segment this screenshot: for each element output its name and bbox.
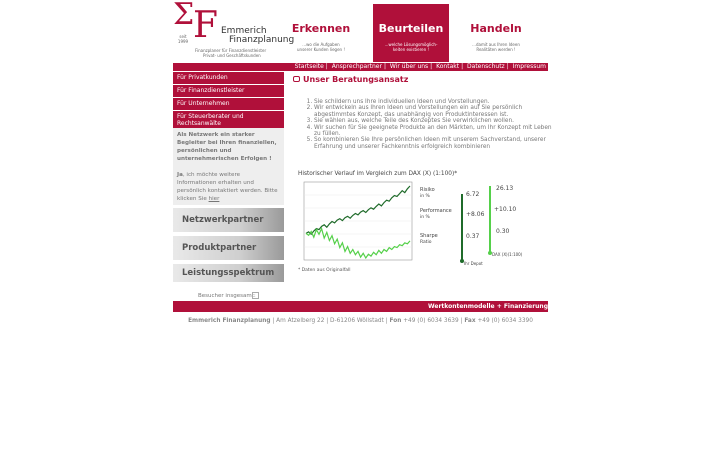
banner-leistungsspektrum[interactable]: Leistungsspektrum xyxy=(173,264,284,282)
visitor-counter-image xyxy=(252,292,259,299)
metric-unit: in % xyxy=(420,215,430,220)
header-tab-subtitle: keiten existieren ! xyxy=(392,47,430,52)
list-item: 1. Sie schildern uns Ihre individuellen Ideen und Vorstellungen. xyxy=(314,99,554,105)
metric-label: Sharpe xyxy=(420,233,438,239)
footer-fon-label: Fon xyxy=(389,318,402,324)
header-tab-subtitle: ...welche Lösungsmöglich- xyxy=(384,42,438,47)
header-tab-subtitle: ...damit aus Ihren Ideen xyxy=(472,42,520,47)
sidebar-item-unternehmen[interactable]: Für Unternehmen xyxy=(173,98,284,110)
sidebar xyxy=(173,72,284,130)
sidebar-item-finanzdienstleister[interactable]: Für Finanzdienstleister xyxy=(173,85,284,97)
logo-tagline: Privat- und Geschäftskunden xyxy=(203,53,261,58)
dax-sharpe: 0.30 xyxy=(496,228,510,235)
logo-since: seit 1999 xyxy=(177,34,189,44)
depot-performance: +8.06 xyxy=(466,211,485,218)
sidebar-contact-link[interactable]: hier xyxy=(208,196,220,202)
logo[interactable] xyxy=(173,0,295,62)
footer-fon: +49 (0) 6034 3639 xyxy=(403,318,459,324)
metric-label: Performance xyxy=(420,208,452,214)
top-nav: Startseite | Ansprechpartner | Wir über uns | Kontakt | Datenschutz | Impressum xyxy=(173,63,548,71)
sidebar-info-ja: Ja xyxy=(177,172,183,178)
visitor-counter-label: Besucher insgesamt: xyxy=(198,293,256,299)
header xyxy=(173,0,548,62)
logo-tagline: Finanzplaner für Finanzdienstleister xyxy=(195,48,267,53)
logo-name: Finanzplanung xyxy=(229,35,295,45)
legend-depot: Ihr Depot xyxy=(464,261,483,266)
list-item: 4. Wir suchen für Sie geeignete Produkte an den Märkten, um Ihr Konzept mit Leben zu füllen. xyxy=(314,125,554,138)
metric-unit: in % xyxy=(420,194,430,199)
logo-name: Emmerich xyxy=(221,26,267,36)
footer-company: Emmerich Finanzplanung xyxy=(188,318,271,324)
nav-ansprechpartner[interactable]: Ansprechpartner xyxy=(331,63,382,70)
metric-label: Risiko xyxy=(420,187,435,193)
footer-fax: +49 (0) 6034 3390 xyxy=(477,318,533,324)
nav-datenschutz[interactable]: Datenschutz xyxy=(467,63,505,70)
footer: Emmerich Finanzplanung | Am Atzelberg 22 | D-61206 Wöllstadt | Fon +49 (0) 6034 3639 | Fax +49 (0) 6034 3390 xyxy=(188,318,533,324)
list-item: 3. Sie wählen aus, welche Teile des Konzeptes Sie verwirklichen wollen. xyxy=(314,118,554,124)
logo-f-icon: F xyxy=(193,5,218,46)
sidebar-info-headline: Als Netzwerk ein starker Begleiter bei Ihren finanziellen, persönlichen und unternehmerischen Erfolgen ! xyxy=(177,132,277,162)
nav-kontakt[interactable]: Kontakt xyxy=(436,63,460,70)
sidebar-info-text: , ich möchte weitere Informationen erhalten und persönlich kontaktiert werden. Bitte klicken Sie xyxy=(177,172,278,202)
page-title: Unser Beratungsansatz xyxy=(303,75,409,84)
footer-bar xyxy=(173,301,548,312)
speech-bubble-icon xyxy=(293,76,300,82)
performance-chart xyxy=(296,180,536,270)
header-tab-handeln[interactable] xyxy=(458,4,534,62)
header-tab-subtitle: Realitäten werden ! xyxy=(476,47,516,52)
list-item: 2. Wir entwickeln aus Ihren Ideen und Vorstellungen ein auf Sie persönlich abgestimmtes Konzept, das unabhängig von Produktinteressen ist. xyxy=(314,105,554,118)
approach-list xyxy=(305,99,554,150)
chart-title: Historischer Verlauf im Vergleich zum DAX (X) (1:100)* xyxy=(298,171,458,177)
header-tab-subtitle: unserer Kunden liegen ! xyxy=(297,47,345,52)
metric-unit: Ratio xyxy=(420,240,432,245)
header-tab-label: Handeln xyxy=(470,22,522,35)
header-tab-subtitle: ...wo die Aufgaben xyxy=(302,42,340,47)
banner-produktpartner[interactable]: Produktpartner xyxy=(173,236,284,260)
sidebar-info-box xyxy=(173,128,284,205)
legend-dax: DAX (X)(1:100) xyxy=(492,252,523,257)
dax-performance: +10.10 xyxy=(494,206,517,213)
nav-startseite[interactable]: Startseite xyxy=(294,63,324,70)
footer-bar-link[interactable]: Wertkontenmodelle + Finanzierung xyxy=(427,303,548,310)
logo-sigma-icon: Σ xyxy=(173,0,195,32)
depot-sharpe: 0.37 xyxy=(466,233,480,240)
chart-footnote: * Daten aus Originalfall xyxy=(298,268,351,273)
list-item: 5. So kombinieren Sie Ihre persönlichen Ideen mit unserem Sachverstand, unserer Erfahrung und unserer Fachkenntnis erfolgreich kombinieren xyxy=(314,137,554,150)
footer-fax-label: Fax xyxy=(464,318,476,324)
sidebar-item-privatkunden[interactable]: Für Privatkunden xyxy=(173,72,284,84)
header-tab-beurteilen[interactable] xyxy=(373,4,449,62)
footer-address: Am Atzelberg 22 | D-61206 Wöllstadt xyxy=(276,318,384,324)
depot-risk: 6.72 xyxy=(466,191,480,198)
banner-netzwerkpartner[interactable]: Netzwerkpartner xyxy=(173,208,284,232)
sidebar-item-steuerberater[interactable]: Für Steuerberater und Rechtsanwälte xyxy=(173,111,284,129)
header-tab-erkennen[interactable] xyxy=(283,4,359,62)
nav-impressum[interactable]: Impressum xyxy=(512,63,546,70)
nav-wir-ueber-uns[interactable]: Wir über uns xyxy=(389,63,429,70)
dax-risk: 26.13 xyxy=(496,185,514,192)
header-tab-label: Erkennen xyxy=(291,22,351,35)
header-tab-label: Beurteilen xyxy=(378,22,444,35)
